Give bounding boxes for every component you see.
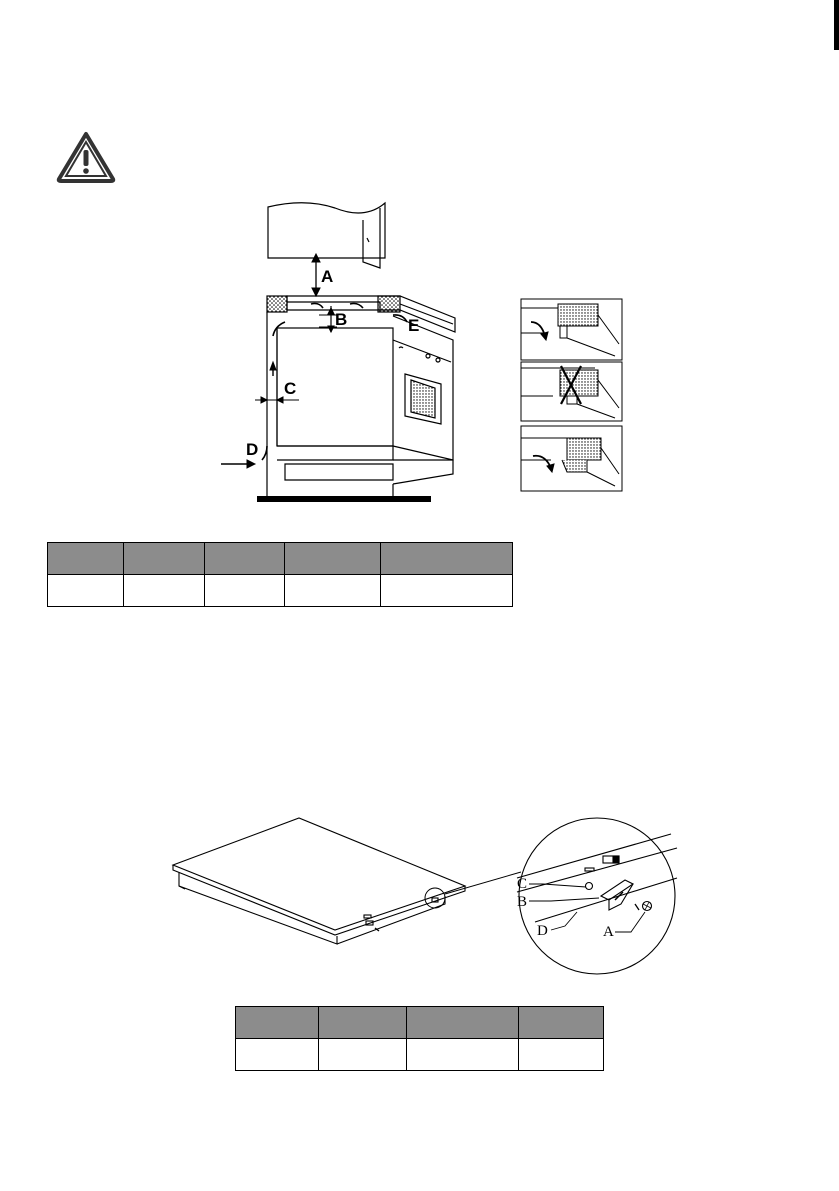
label-e: E <box>408 316 420 335</box>
hob-bracket-figure <box>165 800 685 975</box>
label-a: A <box>321 267 334 286</box>
label-c: C <box>284 379 297 398</box>
detail-panel-correct-2 <box>521 426 622 491</box>
table-header-cell <box>284 543 380 575</box>
table-header-cell <box>204 543 284 575</box>
worktop <box>267 296 455 332</box>
hob-unit <box>173 818 465 944</box>
table-cell <box>407 1039 519 1071</box>
table-cell <box>124 575 204 607</box>
table-header-cell <box>48 543 124 575</box>
detail-panel-correct-1 <box>521 299 622 360</box>
oven-cabinet <box>267 312 453 498</box>
table-row <box>236 1039 604 1071</box>
intake-d-arrow <box>221 460 255 468</box>
table-header-cell <box>318 1007 407 1039</box>
table-cell <box>236 1039 319 1071</box>
detail-panel-incorrect <box>521 362 622 421</box>
clearance-table <box>47 542 513 607</box>
clearance-a-arrow <box>312 254 320 296</box>
installation-clearance-figure <box>215 198 635 510</box>
table-cell <box>318 1039 407 1071</box>
label-d: D <box>246 440 259 459</box>
table-cell <box>381 575 513 607</box>
table-header-cell <box>236 1007 319 1039</box>
table-header-cell <box>407 1007 519 1039</box>
table-header-row <box>48 543 513 575</box>
table-header-row <box>236 1007 604 1039</box>
floor-line <box>257 496 431 502</box>
table-cell <box>204 575 284 607</box>
wall-cabinet <box>268 203 385 268</box>
bracket-table <box>235 1006 604 1071</box>
label-d: D <box>537 923 548 939</box>
bracket-detail-zoom <box>517 818 677 974</box>
label-b: B <box>335 310 348 329</box>
label-b: B <box>517 894 528 910</box>
table-header-cell <box>124 543 204 575</box>
page-edge-mark <box>834 0 839 50</box>
label-a: A <box>603 924 614 940</box>
table-cell <box>48 575 124 607</box>
table-header-cell <box>381 543 513 575</box>
warning-triangle-icon <box>56 131 116 183</box>
table-cell <box>519 1039 604 1071</box>
label-c: C <box>517 876 528 892</box>
table-header-cell <box>519 1007 604 1039</box>
table-cell <box>284 575 380 607</box>
table-row <box>48 575 513 607</box>
